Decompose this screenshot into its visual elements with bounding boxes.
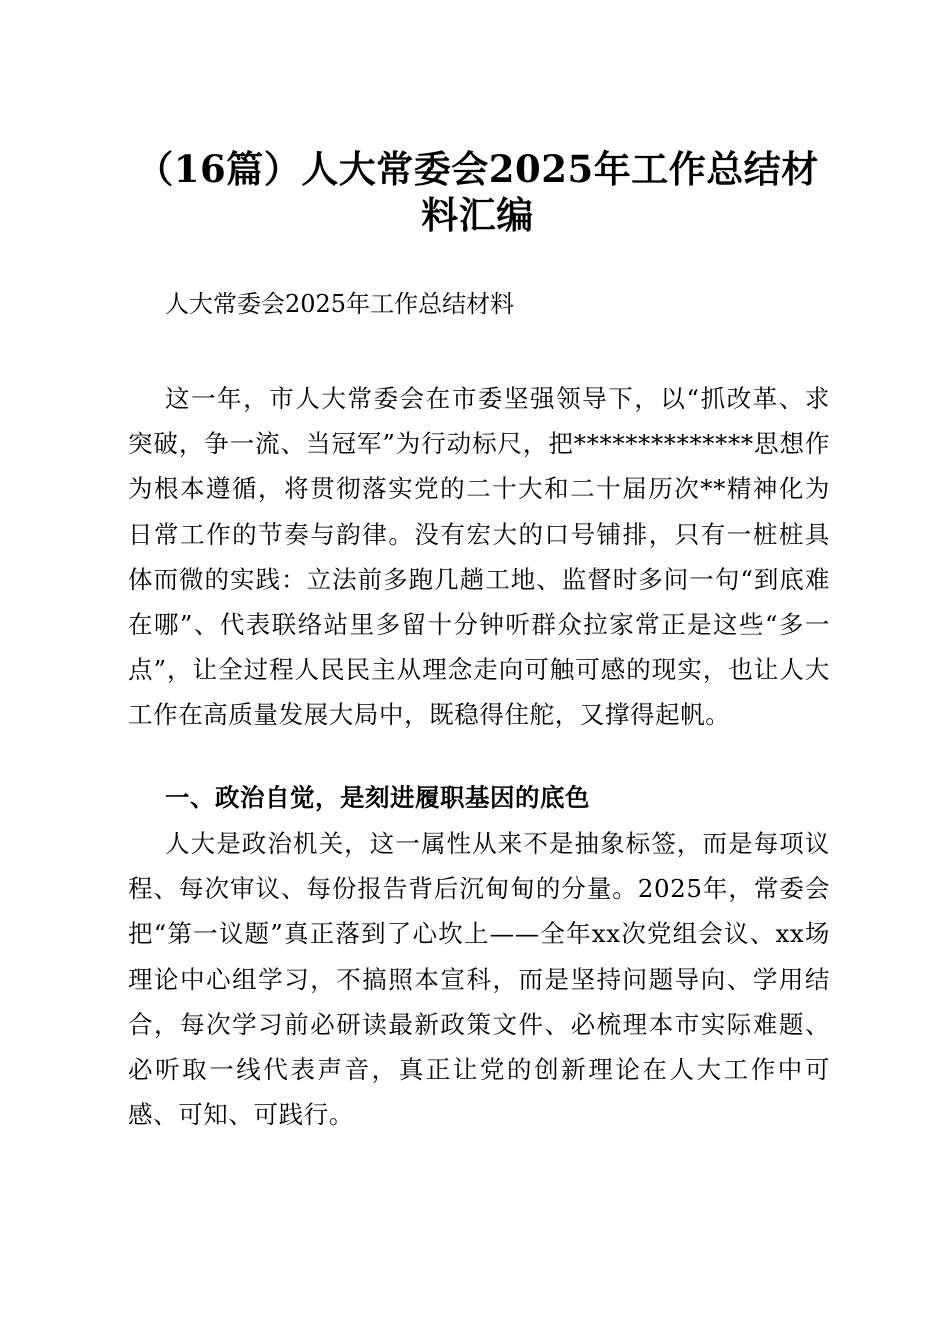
section-heading-1: 一、政治自觉，是刻进履职基因的底色 — [165, 783, 590, 812]
document-subtitle: 人大常委会2025年工作总结材料 — [165, 290, 515, 318]
body-paragraph-intro: 这一年，市人大常委会在市委坚强领导下，以“抓改革、求突破，争一流、当冠军”为行动标尺，把**************思想作为根本遵循，将贯彻落实党的二十大和二十届历次**精神化为日常工作的节奏与韵律。没有宏大的口号铺排，只有一桩桩具体而微的实践：立法前多跑几趟工地、监督时多问一句“到底难在哪”、代表联络站里多留十分钟听群众拉家常正是这些“多一点”，让全过程人民民主从理念走向可触可感的现实，也让人大工作在高质量发展大局中，既稳得住舵，又撑得起帆。 — [128, 384, 830, 730]
body-paragraph-section-1: 人大是政治机关，这一属性从来不是抽象标签，而是每项议程、每次审议、每份报告背后沉甸甸的分量。2025年，常委会把“第一议题”真正落到了心坎上——全年xx次党组会议、xx场理论中心组学习，不搞照本宣科，而是坚持问题导向、学用结合，每次学习前必研读最新政策文件、必梳理本市实际难题、必听取一线代表声音，真正让党的创新理论在人大工作中可感、可知、可践行。 — [128, 829, 830, 1130]
document-title: （16篇）人大常委会2025年工作总结材料汇编 — [136, 147, 819, 237]
